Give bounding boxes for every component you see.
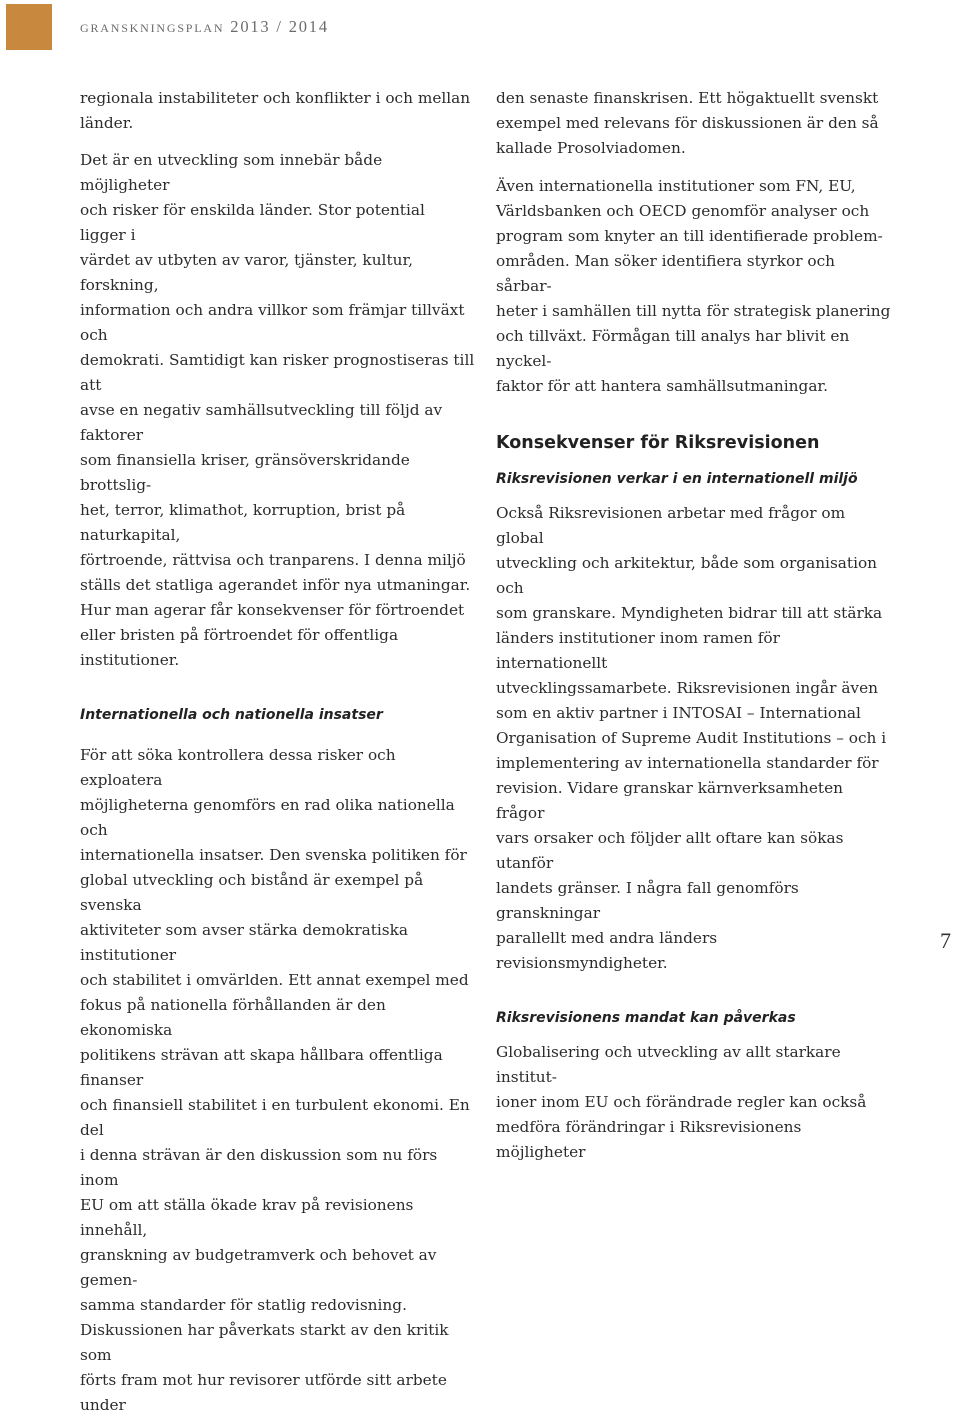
right-paragraph-1: den senaste finanskrisen. Ett högaktuellt svenskt exempel med relevans för diskussionen är den så kallade Prosolviadomen. xyxy=(496,89,879,157)
right-paragraph-3: Också Riksrevisionen arbetar med frågor om global utveckling och arkitektur, både som organisation och som granskare. Myndigheten bidrar till att stärka länders institutioner inom ramen för internationellt utvecklingssamarbete. Riksrevisionen ingår även som en aktiv partner i INTOSAI – International Organisation of Supreme Audit Institutions – och i implementering av internationella standarder för revision. Vidare granskar kärnverksamheten frågor vars orsaker och följder allt oftare kan sökas utanför landets gränser. I några fall genomförs granskningar parallellt med andra länders revisionsmyndigheter. xyxy=(496,504,887,972)
header-accent-square xyxy=(6,4,52,50)
page-header-title: granskningsplan 2013 / 2014 xyxy=(80,17,329,36)
left-paragraph-1: regionala instabiliteter och konflikter i och mellan länder. xyxy=(80,89,471,132)
right-paragraph-2: Även internationella institutioner som FN, EU, Världsbanken och OECD genomför analyser och program som knyter an till identifierade problem- områden. Man söker identifiera styrkor och sårbar- heter i samhällen till nytta för strategisk planering och tillväxt. Förmågan till analys har blivit en nyckel- faktor för att hantera samhällsutmaningar. xyxy=(496,177,891,395)
subheading-mandat: Riksrevisionens mandat kan påverkas xyxy=(496,1010,796,1026)
right-paragraph-4: Globalisering och utveckling av allt starkare institut- ioner inom EU och förändrade regler kan också medföra förändringar i Riksrevisionens möjligheter xyxy=(496,1043,867,1161)
left-paragraph-2: Det är en utveckling som innebär både möjligheter och risker för enskilda länder. Stor potential ligger i värdet av utbyten av varor, tjänster, kultur, forskning, information och andra villkor som främjar tillväxt och demokrati. Samtidigt kan risker prognostiseras till att avse en negativ samhällsutveckling till följd av faktorer som finansiella kriser, gränsöverskridande brottslig- het, terror, klimathot, korruption, brist på naturkapital, förtroende, rättvisa och tranparens. I denna miljö ställs det statliga agerandet inför nya utmaningar. Hur man agerar får konsekvenser för förtroendet eller bristen på förtroendet för offentliga institutioner. xyxy=(80,151,475,669)
section-heading-internationella: Internationella och nationella insatser xyxy=(80,707,383,723)
left-paragraph-3: För att söka kontrollera dessa risker och exploatera möjligheterna genomförs en rad olika nationella och internationella insatser. Den svenska politiken för global utveckling och bistånd är exempel på svenska aktiviteter som avser stärka demokratiska institutioner och stabilitet i omvärlden. Ett annat exempel med fokus på nationella förhållanden är den ekonomiska politikens strävan att skapa hållbara offentliga finanser och finansiell stabilitet i en turbulent ekonomi. En del i denna strävan är den diskussion som nu förs inom EU om att ställa ökade krav på revisionens innehåll, granskning av budgetramverk och behovet av gemen- samma standarder för statlig redovisning. Diskussionen har påverkats starkt av den kritik som förts fram mot hur revisorer utförde sitt arbete under xyxy=(80,746,470,1414)
subheading-internationell-miljo: Riksrevisionen verkar i en internationell miljö xyxy=(496,471,858,487)
right-column xyxy=(496,86,891,1165)
section-heading-konsekvenser: Konsekvenser för Riksrevisionen xyxy=(496,433,820,453)
left-column xyxy=(80,86,475,1418)
page-number: 7 xyxy=(940,928,951,953)
